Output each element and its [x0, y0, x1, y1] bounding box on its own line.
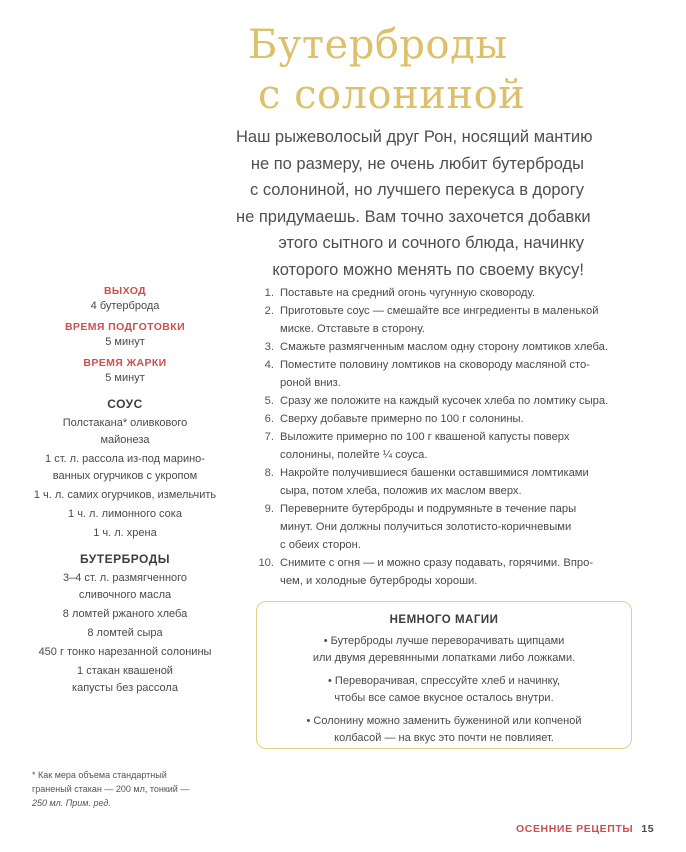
ingredient: 1 стакан квашеной капусты без рассола [72, 665, 178, 694]
step-item: 8. Накройте получившиеся башенки оставшимися ломтиками сыра, потом хлеба, положив их маслом вверх. [264, 467, 589, 497]
intro-line: этого сытного и сочного блюда, начинку [278, 234, 584, 252]
ingredient: 8 ломтей ржаного хлеба [62, 608, 188, 620]
recipe-sidebar [20, 284, 230, 699]
step-item: 5. Сразу же положите на каждый кусочек хлеба по ломтику сыра. [264, 395, 609, 407]
recipe-title [248, 20, 668, 120]
ingredient: 8 ломтей сыра [87, 627, 163, 639]
ingredient: Полстакана* оливкового майонеза [62, 417, 188, 446]
tip-item: • Солонину можно заменить бужениной или копченой колбасой — на вкус это почти не повлияет. [306, 715, 582, 744]
section-name: ОСЕННИЕ РЕЦЕПТЫ [516, 823, 634, 835]
step-item: 4. Поместите половину ломтиков на сковороду масляной сто- роной вниз. [264, 359, 590, 389]
sauce-ingredients [20, 415, 230, 542]
intro-line: Наш рыжеволосый друг Рон, носящий мантию [236, 128, 593, 146]
step-item: 3. Смажьте размягченным маслом одну сторону ломтиков хлеба. [264, 341, 608, 353]
yield-label: ВЫХОД [103, 285, 147, 297]
cook-time-value: 5 минут [105, 372, 145, 384]
intro-line: с солониной, но лучшего перекуса в дорогу [250, 181, 584, 199]
step-item: 6. Сверху добавьте примерно по 100 г солонины. [264, 413, 524, 425]
intro-line: которого можно менять по своему вкусу! [272, 260, 584, 279]
magic-tips-box [256, 601, 632, 749]
tip-item: • Бутерброды лучше переворачивать щипцами или двумя деревянными лопатками либо ложками. [312, 635, 576, 664]
sandwich-ingredients [20, 570, 230, 697]
sauce-heading: СОУС [107, 397, 143, 411]
magic-tips-title: НЕМНОГО МАГИИ [389, 614, 499, 626]
title-line-1: Бутерброды [248, 22, 508, 68]
intro-line: не придумаешь. Вам точно захочется добавки [236, 207, 591, 226]
footnote: * Как мера объема стандартный граненый стакан — 200 мл, тонкий — 250 мл. Прим. ред. [32, 770, 190, 808]
intro-line: не по размеру, не очень любит бутерброды [250, 154, 584, 173]
step-item: 10. Снимите с огня — и можно сразу подавать, горячими. Впро- чем, и холодные бутерброды хороши. [258, 557, 594, 587]
intro-paragraph [236, 124, 593, 283]
cook-time-label: ВРЕМЯ ЖАРКИ [83, 357, 167, 369]
ingredient: 1 ст. л. рассола из-под марино- ванных огурчиков с укропом [45, 453, 205, 482]
ingredient: 3–4 ст. л. размягченного сливочного масла [62, 572, 188, 601]
prep-time-label: ВРЕМЯ ПОДГОТОВКИ [64, 321, 186, 333]
prep-time-value: 5 минут [105, 336, 145, 348]
instruction-steps [256, 284, 656, 590]
page-number: 15 [641, 823, 655, 835]
page-footer [516, 823, 654, 835]
title-line-2: с солониной [258, 72, 526, 118]
tip-item: • Переворачивая, спрессуйте хлеб и начинку, чтобы все самое вкусное осталось внутри. [328, 675, 560, 704]
ingredient: 1 ч. л. самих огурчиков, измельчить [33, 489, 217, 501]
ingredient: 1 ч. л. хрена [93, 527, 157, 539]
ingredient: 450 г тонко нарезанной солонины [38, 646, 212, 658]
step-item: 7. Выложите примерно по 100 г квашеной капусты поверх солонины, полейте ¼ соуса. [264, 431, 570, 461]
yield-value: 4 бутерброда [90, 300, 160, 312]
ingredient: 1 ч. л. лимонного сока [68, 508, 182, 520]
step-item: 1. Поставьте на средний огонь чугунную сковороду. [264, 287, 536, 299]
sandwiches-heading: БУТЕРБРОДЫ [79, 552, 171, 566]
step-item: 9. Переверните бутерброды и подрумяньте в течение пары минут. Они должны получиться золотисто-коричневыми с обеих сторон. [264, 503, 577, 551]
step-item: 2. Приготовьте соус — смешайте все ингредиенты в маленькой миске. Отставьте в сторону. [264, 305, 599, 335]
